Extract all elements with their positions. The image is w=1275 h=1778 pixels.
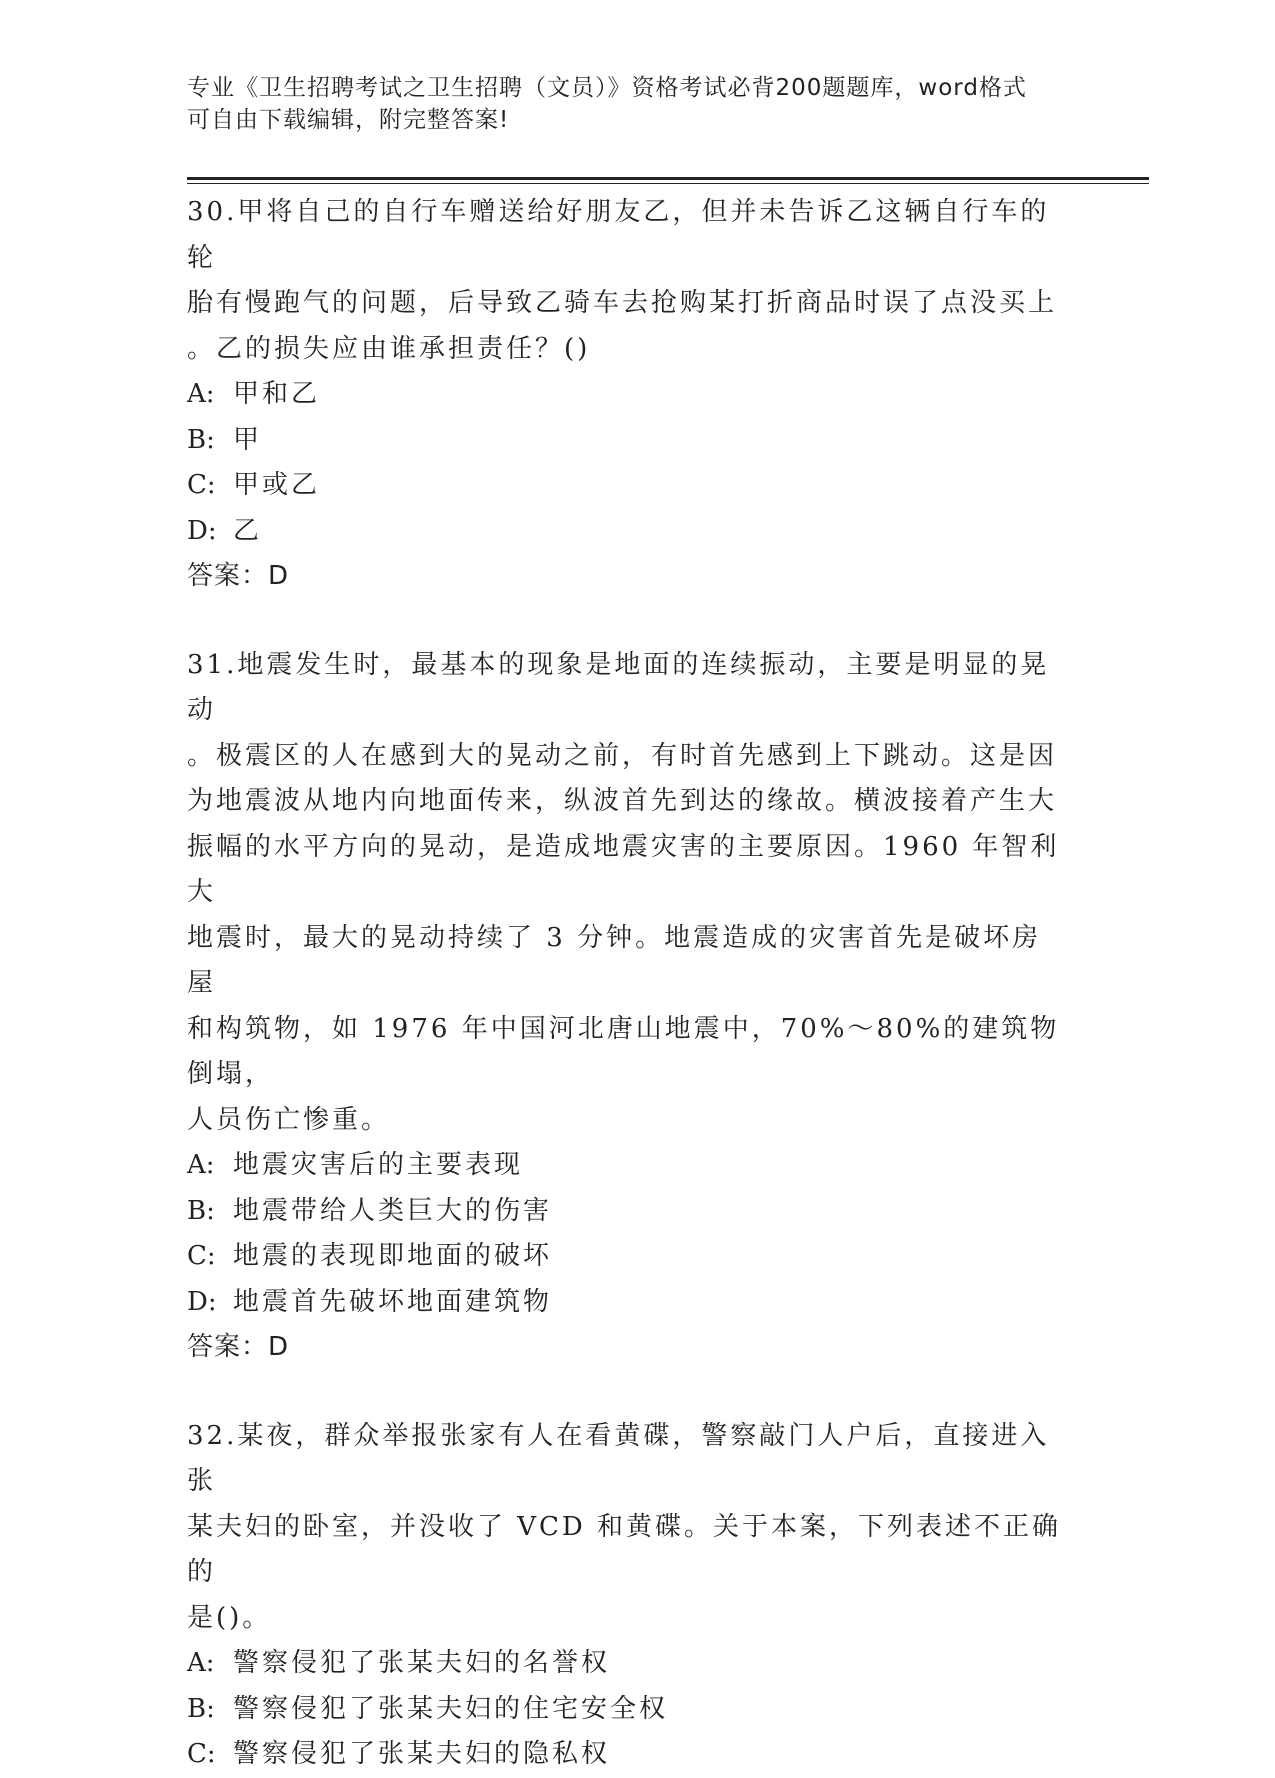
question-stem-line: 某夫妇的卧室，并没收了 VCD 和黄碟。关于本案，下列表述不正确的 <box>187 1511 1062 1587</box>
option-b <box>187 1189 1067 1235</box>
question-stem-line: 为地震波从地内向地面传来，纵波首先到达的缘故。横波接着产生大 <box>187 786 1058 816</box>
question-31 <box>187 643 1067 1371</box>
option-a <box>187 372 1067 418</box>
option-text: 地震带给人类巨大的伤害 <box>233 1195 553 1226</box>
option-key: C: <box>187 1241 216 1271</box>
option-key: D: <box>187 515 217 546</box>
question-stem-line: 地震时，最大的晃动持续了 3 分钟。地震造成的灾害首先是破坏房屋 <box>187 922 1042 998</box>
question-stem-line: 和构筑物，如 1976 年中国河北唐山地震中，70%～80%的建筑物倒塌， <box>187 1013 1060 1089</box>
option-key: C: <box>187 1739 216 1769</box>
question-stem-line: 。乙的损失应由谁承担责任？() <box>187 333 591 364</box>
question-stem-line: 人员伤亡惨重。 <box>187 1104 391 1135</box>
document-header <box>187 72 1067 136</box>
question-stem-line: 。极震区的人在感到大的晃动之前，有时首先感到上下跳动。这是因 <box>187 740 1058 771</box>
question-stem-line: 胎有慢跑气的问题，后导致乙骑车去抢购某打折商品时误了点没买上 <box>187 288 1058 318</box>
answer-line: 答案：D <box>187 561 290 591</box>
question-stem-line: 是()。 <box>187 1602 272 1633</box>
question-32 <box>187 1414 1067 1778</box>
option-text: 警察侵犯了张某夫妇的隐私权 <box>233 1739 611 1769</box>
answer-line: 答案：D <box>187 1332 290 1362</box>
header-divider-thick <box>187 177 1149 180</box>
option-key: B: <box>187 1693 215 1724</box>
option-key: B: <box>187 1195 215 1226</box>
option-text: 地震首先破坏地面建筑物 <box>233 1286 553 1317</box>
option-text: 甲或乙 <box>233 470 321 500</box>
option-key: A: <box>187 1150 215 1180</box>
header-divider-thin <box>187 183 1149 184</box>
option-text: 地震的表现即地面的破坏 <box>233 1241 553 1271</box>
header-line-2: 可自由下载编辑，附完整答案! <box>187 107 510 133</box>
option-key: C: <box>187 470 216 500</box>
question-30 <box>187 190 1067 600</box>
question-spacer <box>187 600 1067 643</box>
option-b <box>187 418 1067 464</box>
question-stem-line: 31.地震发生时，最基本的现象是地面的连续振动，主要是明显的晃动 <box>187 649 1050 725</box>
option-d <box>187 1280 1067 1326</box>
option-b <box>187 1687 1067 1733</box>
option-key: B: <box>187 424 215 455</box>
question-spacer <box>187 1371 1067 1414</box>
question-stem-line: 振幅的水平方向的晃动，是造成地震灾害的主要原因。1960 年智利大 <box>187 831 1060 907</box>
option-text: 甲和乙 <box>233 379 321 409</box>
question-stem-line: 30.甲将自己的自行车赠送给好朋友乙，但并未告诉乙这辆自行车的轮 <box>187 197 1050 273</box>
option-text: 警察侵犯了张某夫妇的名誉权 <box>233 1648 611 1678</box>
option-a <box>187 1143 1067 1189</box>
option-text: 警察侵犯了张某夫妇的住宅安全权 <box>233 1693 669 1724</box>
option-c <box>187 1732 1067 1778</box>
option-key: A: <box>187 1648 215 1678</box>
option-text: 甲 <box>233 424 263 455</box>
option-text: 地震灾害后的主要表现 <box>233 1150 524 1180</box>
option-d <box>187 509 1067 555</box>
option-c <box>187 463 1067 509</box>
header-line-1: 专业《卫生招聘考试之卫生招聘（文员）》资格考试必背200题题库，word格式 <box>187 75 1027 101</box>
option-a <box>187 1641 1067 1687</box>
option-text: 乙 <box>233 515 263 546</box>
question-list <box>187 190 1067 1778</box>
option-c <box>187 1234 1067 1280</box>
option-key: A: <box>187 379 215 409</box>
question-stem-line: 32.某夜，群众举报张家有人在看黄碟，警察敲门人户后，直接进入张 <box>187 1420 1050 1496</box>
option-key: D: <box>187 1286 217 1317</box>
